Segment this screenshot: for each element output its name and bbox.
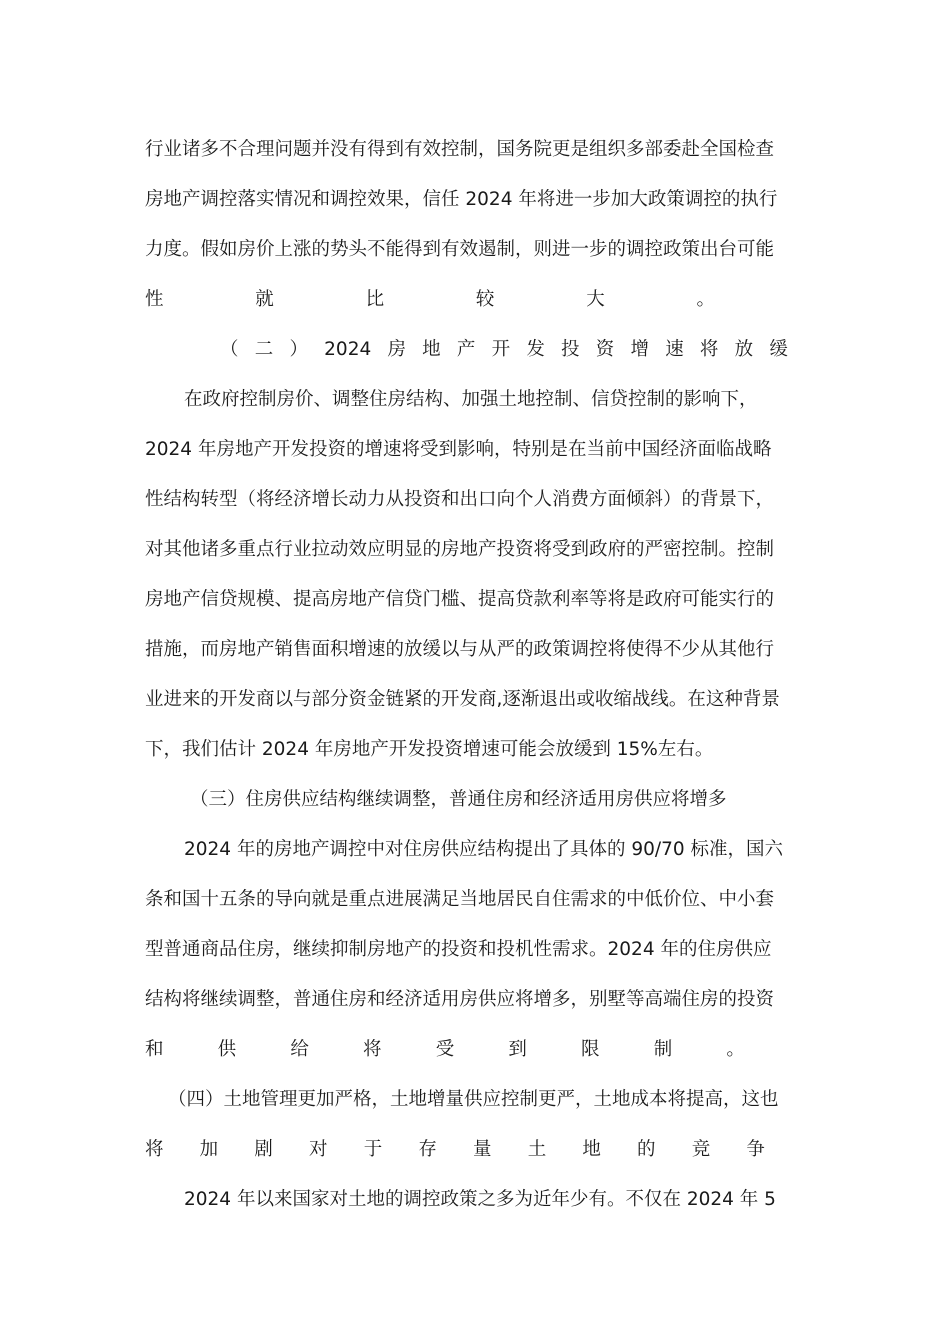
text-line: 在政府控制房价、调整住房结构、加强土地控制、信贷控制的影响下，	[184, 389, 758, 410]
text-line: 措施，而房地产销售面积增速的放缓以与从严的政策调控将使得不少从其他行	[145, 639, 775, 660]
text-token: 的	[637, 1139, 656, 1160]
text-line: 房地产调控落实情况和调控效果，信任 2024 年将进一步加大政策调控的执行	[145, 189, 778, 210]
text-token: 比	[365, 289, 385, 310]
text-line: 2024 年的房地产调控中对住房供应结构提出了具体的 90/70 标准，国六	[184, 839, 784, 860]
text-line: 条和国十五条的导向就是重点进展满足当地居民自住需求的中低价位、中小套	[145, 889, 775, 910]
section-heading	[220, 330, 788, 370]
text-token: 于	[363, 1139, 383, 1160]
text-line: 结构将继续调整，普通住房和经济适用房供应将增多，别墅等高端住房的投资	[145, 989, 775, 1010]
text-token: 将	[699, 339, 719, 360]
text-token: 限	[581, 1039, 600, 1060]
text-token: 供	[217, 1039, 237, 1060]
text-token: 对	[309, 1139, 328, 1160]
text-token: 。	[726, 1039, 745, 1060]
text-token: 较	[475, 289, 495, 310]
section-heading: （三）住房供应结构继续调整，普通住房和经济适用房供应将增多	[190, 789, 727, 810]
text-token: 地	[422, 339, 441, 360]
text-token: ）	[289, 339, 308, 360]
text-line: 性结构转型（将经济增长动力从投资和出口向个人消费方面倾斜）的背景下，	[145, 489, 775, 510]
text-token: 存	[418, 1139, 437, 1160]
text-line: 对其他诸多重点行业拉动效应明显的房地产投资将受到政府的严密控制。控制	[145, 539, 775, 560]
text-line: 下，我们估计 2024 年房地产开发投资增速可能会放缓到 15%左右。	[145, 739, 714, 760]
text-token: 开	[491, 339, 511, 360]
text-line: 行业诸多不合理问题并没有得到有效控制，国务院更是组织多部委赴全国检查	[145, 139, 775, 160]
text-token: 。	[696, 289, 715, 310]
text-line-justified	[145, 1030, 745, 1070]
text-line: 2024 年房地产开发投资的增速将受到影响，特别是在当前中国经济面临战略	[145, 439, 772, 460]
text-line: 力度。假如房价上涨的势头不能得到有效遏制，则进一步的调控政策出台可能	[145, 239, 775, 260]
text-token: 速	[665, 339, 684, 360]
text-token: 放	[734, 339, 754, 360]
text-line: 业进来的开发商以与部分资金链紧的开发商,逐渐退出或收缩战线。在这种背景	[145, 689, 780, 710]
text-token: 受	[435, 1039, 455, 1060]
text-token: 地	[582, 1139, 601, 1160]
text-token: 增	[630, 339, 649, 360]
text-token: 就	[255, 289, 274, 310]
section-heading: （四）土地管理更加严格，土地增量供应控制更严，土地成本将提高，这也	[168, 1089, 779, 1110]
text-token: 资	[595, 339, 615, 360]
text-token: 到	[508, 1039, 527, 1060]
text-token: 量	[473, 1139, 492, 1160]
text-token: 产	[456, 339, 476, 360]
text-token: 房	[387, 339, 406, 360]
text-line: 型普通商品住房，继续抑制房地产的投资和投机性需求。2024 年的住房供应	[145, 939, 772, 960]
text-token: 竞	[691, 1139, 711, 1160]
text-token: 2024	[324, 339, 372, 360]
text-token: 将	[363, 1039, 382, 1060]
text-token: 加	[199, 1139, 219, 1160]
text-token: 争	[746, 1139, 765, 1160]
text-token: 将	[145, 1139, 164, 1160]
text-line: 房地产信贷规模、提高房地产信贷门槛、提高贷款利率等将是政府可能实行的	[145, 589, 775, 610]
text-token: 剧	[254, 1139, 273, 1160]
text-token: 制	[653, 1039, 673, 1060]
text-token: （	[220, 339, 239, 360]
text-token: 性	[145, 289, 164, 310]
text-token: 土	[527, 1139, 547, 1160]
text-token: 发	[526, 339, 545, 360]
text-token: 投	[561, 339, 580, 360]
text-token: 大	[586, 289, 605, 310]
text-line: 2024 年以来国家对土地的调控政策之多为近年少有。不仅在 2024 年 5	[184, 1189, 776, 1210]
text-token: 二	[254, 339, 274, 360]
text-token: 缓	[769, 339, 788, 360]
text-line-justified	[145, 280, 715, 320]
section-heading-continued	[145, 1130, 765, 1170]
text-token: 给	[290, 1039, 309, 1060]
text-token: 和	[145, 1039, 164, 1060]
